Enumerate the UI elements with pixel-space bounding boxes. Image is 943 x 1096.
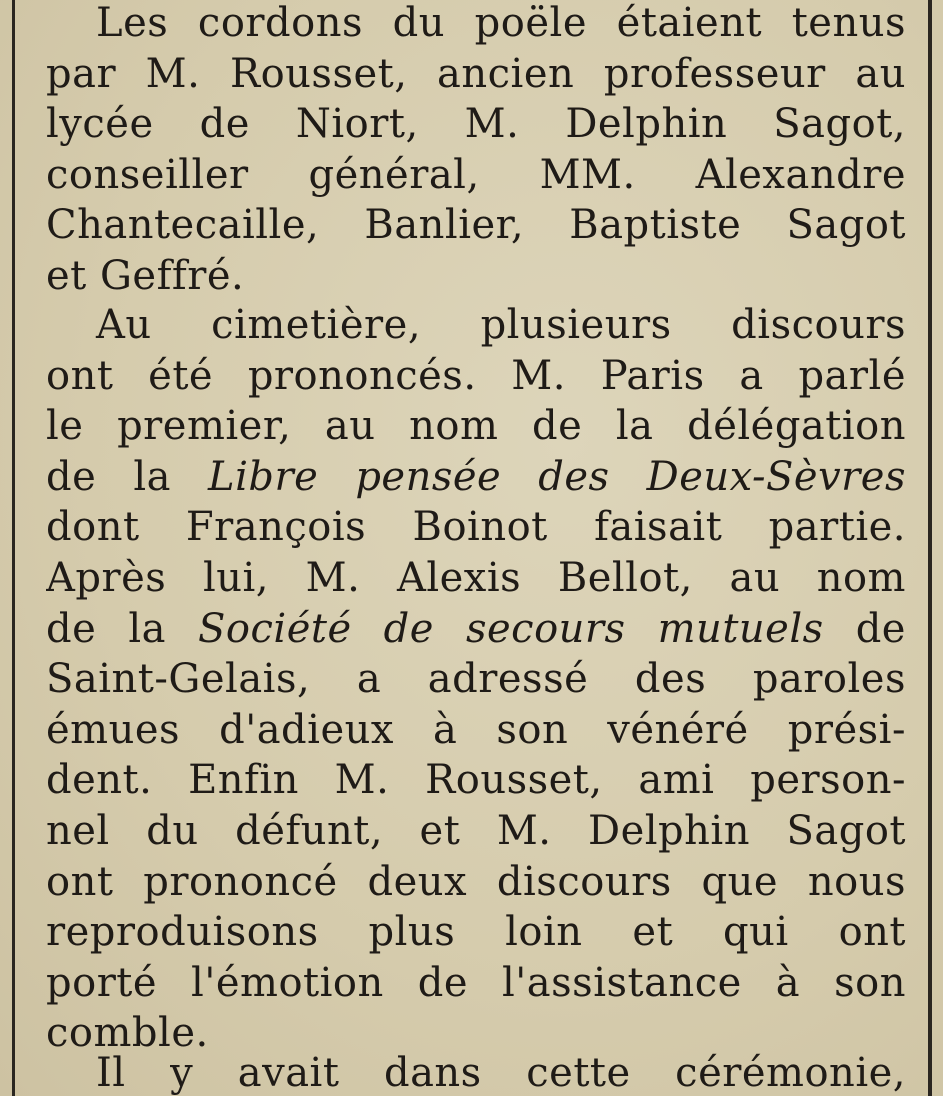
text-line: émues d'adieux à son vénéré prési- — [46, 706, 906, 753]
text-line: ont été prononcés. M. Paris a parlé — [46, 352, 906, 399]
text-line: Il y avait dans cette cérémonie, — [96, 1050, 906, 1096]
text-line — [46, 452, 906, 503]
text-line: dont François Boinot faisait partie. — [46, 504, 906, 551]
text-line: dent. Enfin M. Rousset, ami person- — [46, 757, 906, 804]
paragraph-ceremony-cutoff — [46, 1048, 906, 1096]
text-line: Chantecaille, Banlier, Baptiste Sagot — [46, 202, 906, 249]
text-line — [46, 604, 906, 655]
italic-title-libre-pensee: Libre pensée des Deux-Sèvres — [208, 453, 906, 500]
text-line: le premier, au nom de la délégation — [46, 403, 906, 450]
text-line: porté l'émotion de l'assistance à son — [46, 959, 906, 1006]
text-line: Les cordons du poële étaient tenus — [96, 0, 906, 46]
italic-title-societe-secours: Société de secours mutuels — [198, 605, 824, 652]
text-line: conseiller général, MM. Alexandre — [46, 151, 906, 198]
text-line: par M. Rousset, ancien professeur au — [46, 50, 906, 97]
text-line: Saint-Gelais, a adressé des paroles — [46, 656, 906, 703]
text-line: comble. — [46, 1010, 209, 1057]
text-line: reproduisons plus loin et qui ont — [46, 909, 906, 956]
text-line: ont prononcé deux discours que nous — [46, 858, 906, 905]
text-line: et Geffré. — [46, 252, 245, 299]
column-rule-left — [12, 0, 15, 1096]
text-line: Après lui, M. Alexis Bellot, au nom — [46, 554, 906, 601]
text-line: nel du défunt, et M. Delphin Sagot — [46, 807, 906, 854]
text-segment: de la — [46, 605, 199, 652]
paragraph-pallbearers — [46, 0, 906, 302]
text-line: Au cimetière, plusieurs discours — [96, 302, 906, 348]
text-segment: de — [823, 605, 906, 652]
text-line: lycée de Niort, M. Delphin Sagot, — [46, 101, 906, 148]
text-segment: de la — [46, 453, 209, 500]
column-rule-right — [928, 0, 932, 1096]
paragraph-cemetery-speeches — [46, 300, 906, 1059]
